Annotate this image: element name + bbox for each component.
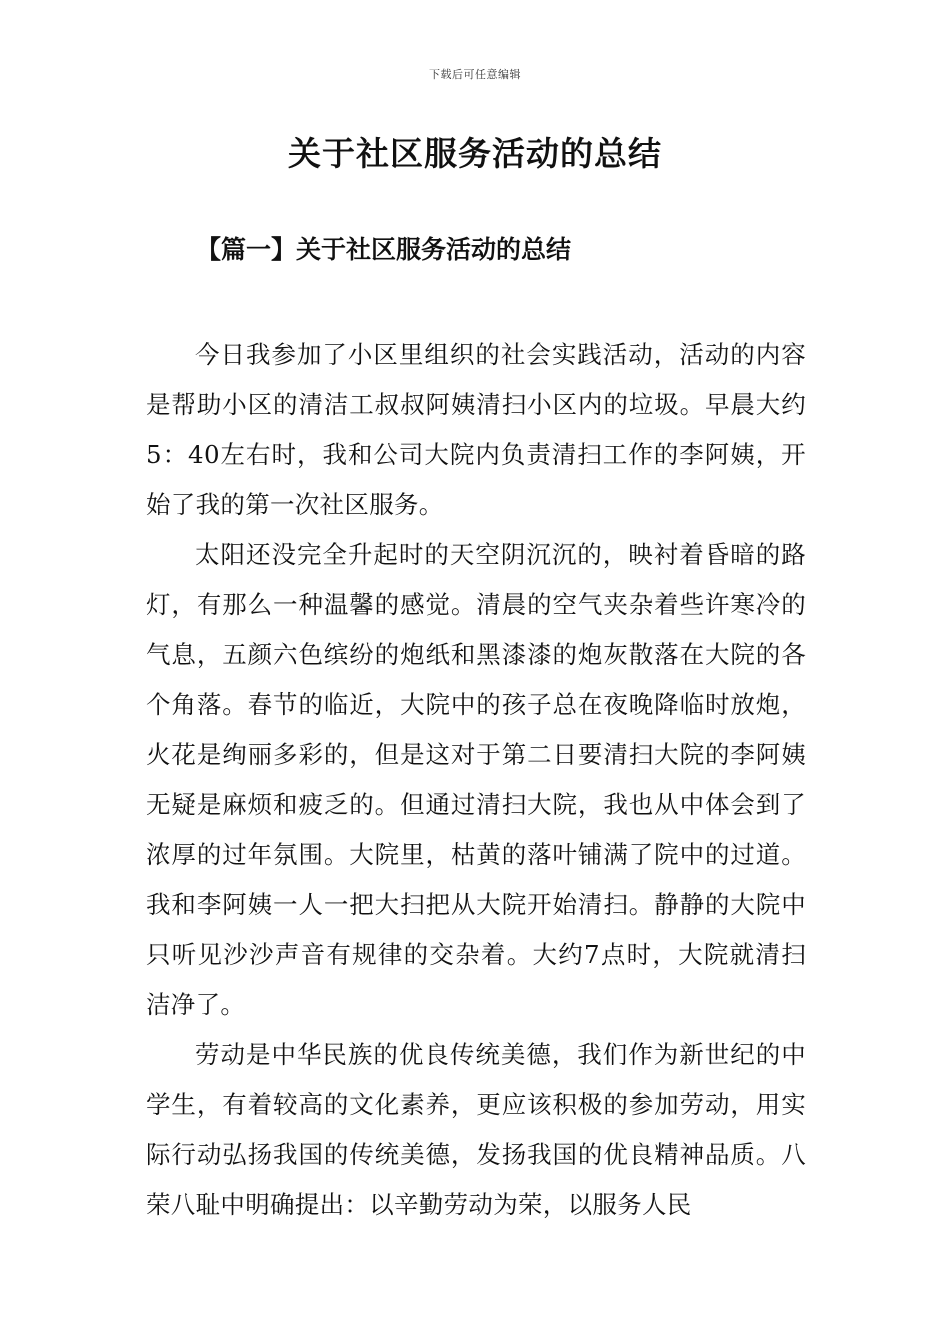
header-note: 下载后可任意编辑 — [429, 68, 521, 81]
paragraph-2: 太阳还没完全升起时的天空阴沉沉的，映衬着昏暗的路灯，有那么一种温馨的感觉。清晨的空气夹杂着些许寒冷的气息，五颜六色缤纷的炮纸和黑漆漆的炮灰散落在大院的各个角落。春节的临近，大院中的孩子总在夜晚降临时放炮，火花是绚丽多彩的，但是这对于第二日要清扫大院的李阿姨无疑是麻烦和疲乏的。但通过清扫大院，我也从中体会到了浓厚的过年氛围。大院里，枯黄的落叶铺满了院中的过道。我和李阿姨一人一把大扫把从大院开始清扫。静静的大院中只听见沙沙声音有规律的交杂着。大约7点时，大院就清扫洁净了。 — [146, 540, 806, 1019]
section-heading: 【篇一】关于社区服务活动的总结 — [196, 235, 572, 264]
body-text — [146, 330, 806, 1230]
paragraph-1: 今日我参加了小区里组织的社会实践活动，活动的内容是帮助小区的清洁工叔叔阿姨清扫小区内的垃圾。早晨大约5：40左右时，我和公司大院内负责清扫工作的李阿姨，开始了我的第一次社区服务。 — [146, 340, 806, 519]
paragraph-3: 劳动是中华民族的优良传统美德，我们作为新世纪的中学生，有着较高的文化素养，更应该积极的参加劳动，用实际行动弘扬我国的传统美德，发扬我国的优良精神品质。八荣八耻中明确提出：以辛勤劳动为荣，以服务人民 — [146, 1040, 806, 1219]
document-title: 关于社区服务活动的总结 — [288, 134, 662, 173]
